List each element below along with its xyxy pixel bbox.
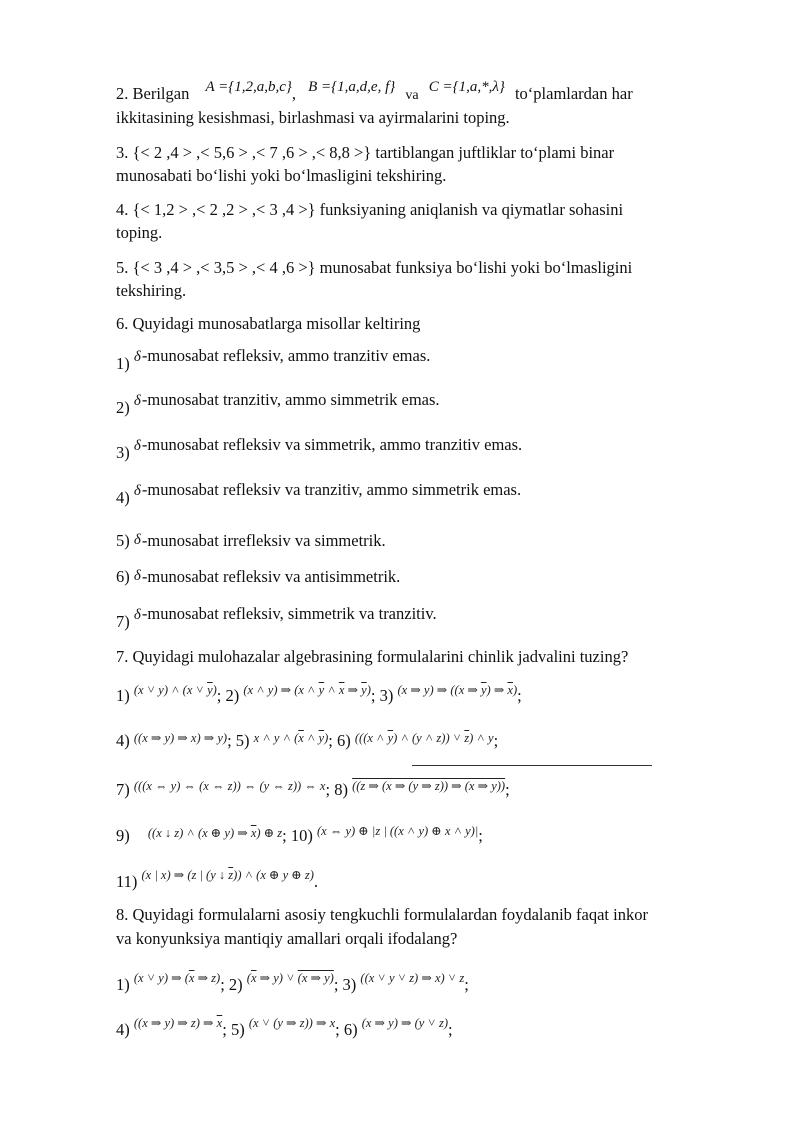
formula-part: (x | x) ⇒ (z | (y ↓ bbox=[141, 868, 229, 882]
negated-var: $\overline{y}$ bbox=[387, 731, 394, 745]
problem-8-row-1 bbox=[116, 971, 469, 995]
problem-7-row-4 bbox=[116, 826, 483, 846]
formula-8-4 bbox=[134, 1016, 222, 1030]
problem-5-line-1: 5. {< 3 ,4 > ,< 3,5 > ,< 4 ,6 >} munosabat funksiya bo‘lishi yoki bo‘lmasligini bbox=[116, 258, 633, 277]
formula-part: ⇒ bbox=[344, 683, 362, 697]
formula-part: ) ˄ y bbox=[469, 731, 494, 745]
delta-symbol: δ bbox=[133, 532, 141, 548]
separator: ; bbox=[222, 1020, 227, 1039]
formula-number: 4) bbox=[116, 731, 130, 750]
formula-part: (x ˅ y) ˄ (x ˅ bbox=[133, 683, 208, 697]
separator: ; bbox=[227, 731, 232, 750]
negated-var: $\overline{y}$ bbox=[480, 683, 487, 697]
va-word: va bbox=[405, 88, 419, 103]
problem-2-line-1 bbox=[116, 79, 633, 104]
problem-7-row-5 bbox=[116, 868, 319, 892]
separator: ; bbox=[370, 686, 376, 705]
separator: ; bbox=[505, 780, 510, 799]
formula-part: ( bbox=[246, 971, 251, 985]
item-text: -munosabat refleksiv va antisimmetrik. bbox=[141, 567, 401, 586]
formula-number: 1) bbox=[116, 975, 130, 994]
formula-number: 10) bbox=[290, 826, 313, 845]
formula-part: ) bbox=[366, 683, 371, 697]
problem-8-line-2: va konyunksiya mantiqiy amallari orqali ifodalang? bbox=[116, 929, 458, 948]
formula-2 bbox=[243, 683, 371, 697]
problem-6-title: 6. Quyidagi munosabatlarga misollar keltiring bbox=[116, 314, 421, 333]
delta-symbol: δ bbox=[133, 483, 141, 499]
formula-part: ) bbox=[512, 683, 518, 697]
negated-var: $\overline{x}$ bbox=[338, 683, 345, 697]
negated-var: $\overline{x}$ bbox=[298, 731, 304, 745]
problem-6-item-7 bbox=[116, 604, 437, 632]
item-text: -munosabat refleksiv, ammo tranzitiv emas. bbox=[141, 346, 431, 365]
problem-4-line-2: toping. bbox=[116, 223, 163, 242]
problem-6-item-2 bbox=[116, 390, 440, 418]
item-text: -munosabat tranzitiv, ammo simmetrik emas. bbox=[141, 390, 440, 409]
formula-7: (((x ⇔ y) ⇔ (x ⇔ z)) ⇔ (y ⇔ z)) ⇔ x bbox=[133, 779, 326, 793]
separator: ; bbox=[216, 686, 222, 705]
problem-4-line-1: 4. {< 1,2 > ,< 2 ,2 > ,< 3 ,4 >} funksiyaning aniqlanish va qiymatlar sohasini bbox=[116, 200, 624, 219]
formula-number: 2) bbox=[228, 975, 243, 994]
separator: . bbox=[313, 872, 319, 891]
separator: ; bbox=[328, 731, 333, 750]
negated-var: $\overline{z}$ bbox=[228, 868, 234, 882]
formula-part: )) ˄ (x ⊕ y ⊕ z) bbox=[233, 868, 314, 882]
formula-number: 1) bbox=[116, 686, 130, 705]
problem-5-line-2: tekshiring. bbox=[116, 281, 187, 300]
comma: , bbox=[291, 84, 296, 103]
separator: ; bbox=[220, 975, 225, 994]
negated-var: $\overline{x}$ bbox=[507, 683, 513, 697]
negated-var: $\overline{x}$ bbox=[188, 971, 195, 985]
problem-7-row-1 bbox=[116, 683, 522, 706]
formula-number: 3) bbox=[342, 975, 357, 994]
formula-8-5: (x ˅ (y ⇒ z)) ⇒ x bbox=[248, 1016, 336, 1030]
formula-3 bbox=[398, 683, 518, 697]
problem-2-prefix: 2. Berilgan bbox=[116, 84, 190, 103]
formula-6 bbox=[355, 731, 494, 745]
item-number: 7) bbox=[116, 612, 130, 631]
formula-10: (x ⇔ y) ⊕ |z | ((x ˄ y) ⊕ x ˄ y)| bbox=[317, 824, 479, 838]
set-a: A ={1,2,a,b,c} bbox=[205, 79, 292, 95]
formula-4: ((x ⇒ y) ⇒ x) ⇒ y) bbox=[133, 731, 228, 745]
delta-symbol: δ bbox=[133, 607, 141, 623]
problem-7-row-3 bbox=[116, 780, 510, 800]
formula-number: 5) bbox=[235, 731, 250, 750]
formula-number: 6) bbox=[343, 1020, 358, 1039]
formula-part: ) ˄ (y ˄ z)) ˅ bbox=[393, 731, 465, 745]
formula-part: ((x ↓ z) ˄ (x ⊕ y) ⇒ bbox=[147, 826, 251, 840]
formula-11 bbox=[142, 868, 314, 882]
problem-7-row-2 bbox=[116, 731, 498, 751]
formula-8-6: (x ⇒ y) ⇒ (y ˅ z) bbox=[361, 1016, 449, 1030]
negated-group: (x ⇒ y) bbox=[297, 971, 334, 985]
item-number: 4) bbox=[116, 488, 130, 507]
formula-part: ˄ bbox=[324, 683, 339, 697]
formula-part: ) ⇒ bbox=[486, 683, 508, 697]
problem-2-suffix: to‘plamlardan har bbox=[514, 84, 633, 103]
item-text: -munosabat refleksiv va tranzitiv, ammo simmetrik emas. bbox=[141, 480, 522, 499]
negated-var: $\overline{x}$ bbox=[216, 1016, 223, 1030]
formula-part: ) bbox=[324, 731, 329, 745]
negated-var: $\overline{y}$ bbox=[207, 683, 213, 697]
separator: ; bbox=[517, 686, 522, 705]
formula-part: (x ˅ y) ⇒ ( bbox=[133, 971, 189, 985]
problem-3-line-2: munosabati bo‘lishi yoki bo‘lmasligini tekshiring. bbox=[116, 166, 447, 185]
formula-number: 5) bbox=[230, 1020, 245, 1039]
negated-var: $\overline{y}$ bbox=[361, 683, 367, 697]
item-number: 5) bbox=[116, 531, 130, 550]
separator: ; bbox=[325, 780, 331, 799]
formula-8: ((z ⇒ (x ⇒ (y ⇒ z)) ⇒ (x ⇒ y)) bbox=[352, 779, 506, 793]
formula-8-3: ((x ˅ y ˅ z) ⇒ x) ˅ z bbox=[360, 971, 465, 985]
formula-8-1 bbox=[134, 971, 220, 985]
item-text: -munosabat refleksiv, simmetrik va tranzitiv. bbox=[141, 604, 437, 623]
delta-symbol: δ bbox=[133, 349, 141, 365]
problem-6-item-3 bbox=[116, 435, 523, 463]
problem-6-item-1 bbox=[116, 346, 431, 374]
delta-symbol: δ bbox=[133, 438, 141, 454]
negated-var: $\overline{y}$ bbox=[318, 731, 325, 745]
formula-number: 7) bbox=[116, 780, 130, 799]
problem-6-item-6 bbox=[116, 567, 400, 587]
separator: ; bbox=[282, 826, 287, 845]
separator: ; bbox=[333, 975, 339, 994]
formula-part: (x ˄ y) ⇒ (x ˄ bbox=[243, 683, 319, 697]
item-number: 2) bbox=[116, 398, 130, 417]
set-c: C ={1,a,*,λ} bbox=[428, 79, 505, 95]
negation-bar-formula-8 bbox=[412, 765, 652, 766]
formula-1 bbox=[134, 683, 217, 697]
item-text: -munosabat refleksiv va simmetrik, ammo tranzitiv emas. bbox=[141, 435, 523, 454]
negated-var: $\overline{z}$ bbox=[464, 731, 470, 745]
problem-6-item-4 bbox=[116, 480, 522, 508]
negated-var: $\overline{y}$ bbox=[318, 683, 325, 697]
item-text: -munosabat irrefleksiv va simmetrik. bbox=[141, 531, 386, 550]
formula-part: (((x ˄ bbox=[354, 731, 388, 745]
formula-part: ⇒ y) ˅ bbox=[256, 971, 298, 985]
formula-number: 3) bbox=[379, 686, 394, 705]
formula-5 bbox=[254, 731, 329, 745]
separator: ; bbox=[478, 826, 483, 845]
problem-3-line-1: 3. {< 2 ,4 > ,< 5,6 > ,< 7 ,6 > ,< 8,8 >} tartiblangan juftliklar to‘plami binar bbox=[116, 143, 615, 162]
formula-number: 9) bbox=[116, 826, 130, 845]
problem-7-title: 7. Quyidagi mulohazalar algebrasining formulalarini chinlik jadvalini tuzing? bbox=[116, 647, 629, 666]
problem-6-item-5 bbox=[116, 531, 386, 551]
formula-8-2 bbox=[247, 971, 334, 985]
delta-symbol: δ bbox=[133, 568, 141, 584]
item-number: 3) bbox=[116, 443, 130, 462]
formula-9 bbox=[148, 826, 282, 840]
item-number: 1) bbox=[116, 354, 130, 373]
formula-number: 6) bbox=[337, 731, 351, 750]
formula-number: 2) bbox=[225, 686, 240, 705]
separator: ; bbox=[335, 1020, 340, 1039]
separator: ; bbox=[464, 975, 469, 994]
formula-part: ((x ⇒ y) ⇒ z) ⇒ bbox=[133, 1016, 217, 1030]
item-number: 6) bbox=[116, 567, 130, 586]
separator: ; bbox=[493, 731, 499, 750]
separator: ; bbox=[448, 1020, 453, 1039]
delta-symbol: δ bbox=[133, 393, 141, 409]
formula-part: (x ⇒ y) ⇒ ((x ⇒ bbox=[397, 683, 481, 697]
formula-number: 4) bbox=[116, 1020, 130, 1039]
formula-number: 11) bbox=[116, 872, 138, 891]
set-b: B ={1,a,d,e, f} bbox=[308, 79, 396, 95]
problem-8-line-1: 8. Quyidagi formulalarni asosiy tengkuchli formulalardan foydalanib faqat inkor bbox=[116, 905, 648, 924]
problem-2-line-2: ikkitasining kesishmasi, birlashmasi va ayirmalarini toping. bbox=[116, 108, 510, 127]
formula-part: ⇒ z) bbox=[194, 971, 221, 985]
problem-8-row-2 bbox=[116, 1016, 453, 1040]
formula-number: 8) bbox=[334, 780, 348, 799]
formula-part: ) ⊕ z bbox=[256, 826, 283, 840]
negated-var: $\overline{x}$ bbox=[250, 971, 257, 985]
formula-part: ˄ bbox=[303, 731, 319, 745]
negated-var: $\overline{x}$ bbox=[250, 826, 257, 840]
formula-part: x ˄ y ˄ ( bbox=[253, 731, 299, 745]
formula-part: ) bbox=[212, 683, 217, 697]
